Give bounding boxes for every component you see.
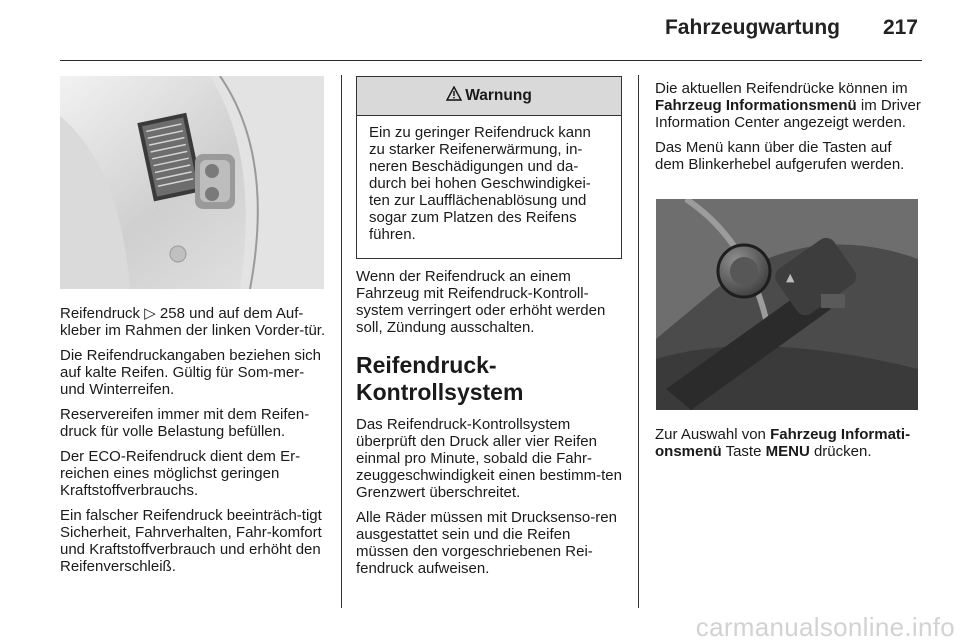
menu-name-bold: Fahrzeug Informationsmenü	[655, 97, 857, 114]
paragraph: Reifendruck ▷ 258 und auf dem Auf-kleber im Rahmen der linken Vorder-tür.	[60, 305, 326, 339]
paragraph: Der ECO-Reifendruck dient dem Er-reichen eines möglichst geringen Kraftstoffverbrauchs.	[60, 448, 301, 499]
header-title: Fahrzeugwartung	[664, 16, 840, 39]
warning-text: Ein zu geringer Reifendruck kann zu starker Reifenerwärmung, in-neren Beschädigungen und da-durch bei hohen Geschwindigkei-ten zur Laufflächenablösung und sogar zum Platzen des Reifens führen.	[369, 124, 591, 243]
arrow-reference-icon[interactable]: ▷	[144, 305, 156, 322]
svg-text:▲: ▲	[786, 271, 795, 284]
column-3	[655, 80, 923, 181]
warning-box	[356, 76, 622, 259]
paragraph: Die aktuellen Reifendrücke können im Fahrzeug Informationsmenü im Driver Information Center angezeigt werden.	[655, 80, 921, 131]
paragraph: Wenn der Reifendruck an einem Fahrzeug mit Reifendruck-Kontroll-system verringert oder erhöht werden soll, Zündung ausschalten.	[356, 268, 606, 336]
section-heading: Reifendruck-Kontrollsystem	[356, 352, 524, 405]
paragraph: Die Reifendruckangaben beziehen sich auf kalte Reifen. Gültig für Som-mer- und Winterreifen.	[60, 347, 322, 398]
warning-title: Warnung	[465, 87, 532, 104]
column-1	[60, 305, 330, 583]
paragraph: Das Menü kann über die Tasten auf dem Blinkerhebel aufgerufen werden.	[655, 139, 905, 173]
paragraph: Zur Auswahl von Fahrzeug Informati-onsmenü Taste MENU drücken.	[655, 426, 911, 460]
column-divider-2	[638, 75, 639, 608]
column-divider-1	[341, 75, 342, 608]
menu-button-label: MENU	[765, 443, 810, 460]
header-rule	[60, 60, 922, 61]
page-number: 217	[882, 16, 918, 39]
column-2	[356, 268, 626, 585]
door-frame-sticker-image	[60, 76, 324, 289]
warning-triangle-icon	[446, 86, 462, 106]
column-3-lower	[655, 426, 923, 468]
watermark: carmanualsonline.info	[695, 612, 955, 642]
paragraph: Ein falscher Reifendruck beeinträch-tigt Sicherheit, Fahrverhalten, Fahr-komfort und Kraftstoffverbrauch und erhöht den Reifenverschleiß.	[60, 507, 322, 575]
paragraph: Das Reifendruck-Kontrollsystem überprüft den Druck aller vier Reifen einmal pro Minute, sobald die Fahr-zeuggeschwindigkeit einen bestimm-ten Grenzwert überschreitet.	[356, 416, 622, 501]
warning-header	[357, 77, 621, 116]
turn-signal-lever-image	[656, 199, 918, 410]
paragraph: Alle Räder müssen mit Drucksenso-ren ausgestattet sein und die Reifen müssen den vorgeschriebenen Rei-fendruck aufweisen.	[356, 509, 617, 577]
paragraph: Reservereifen immer mit dem Reifen-druck für volle Belastung befüllen.	[60, 406, 310, 440]
